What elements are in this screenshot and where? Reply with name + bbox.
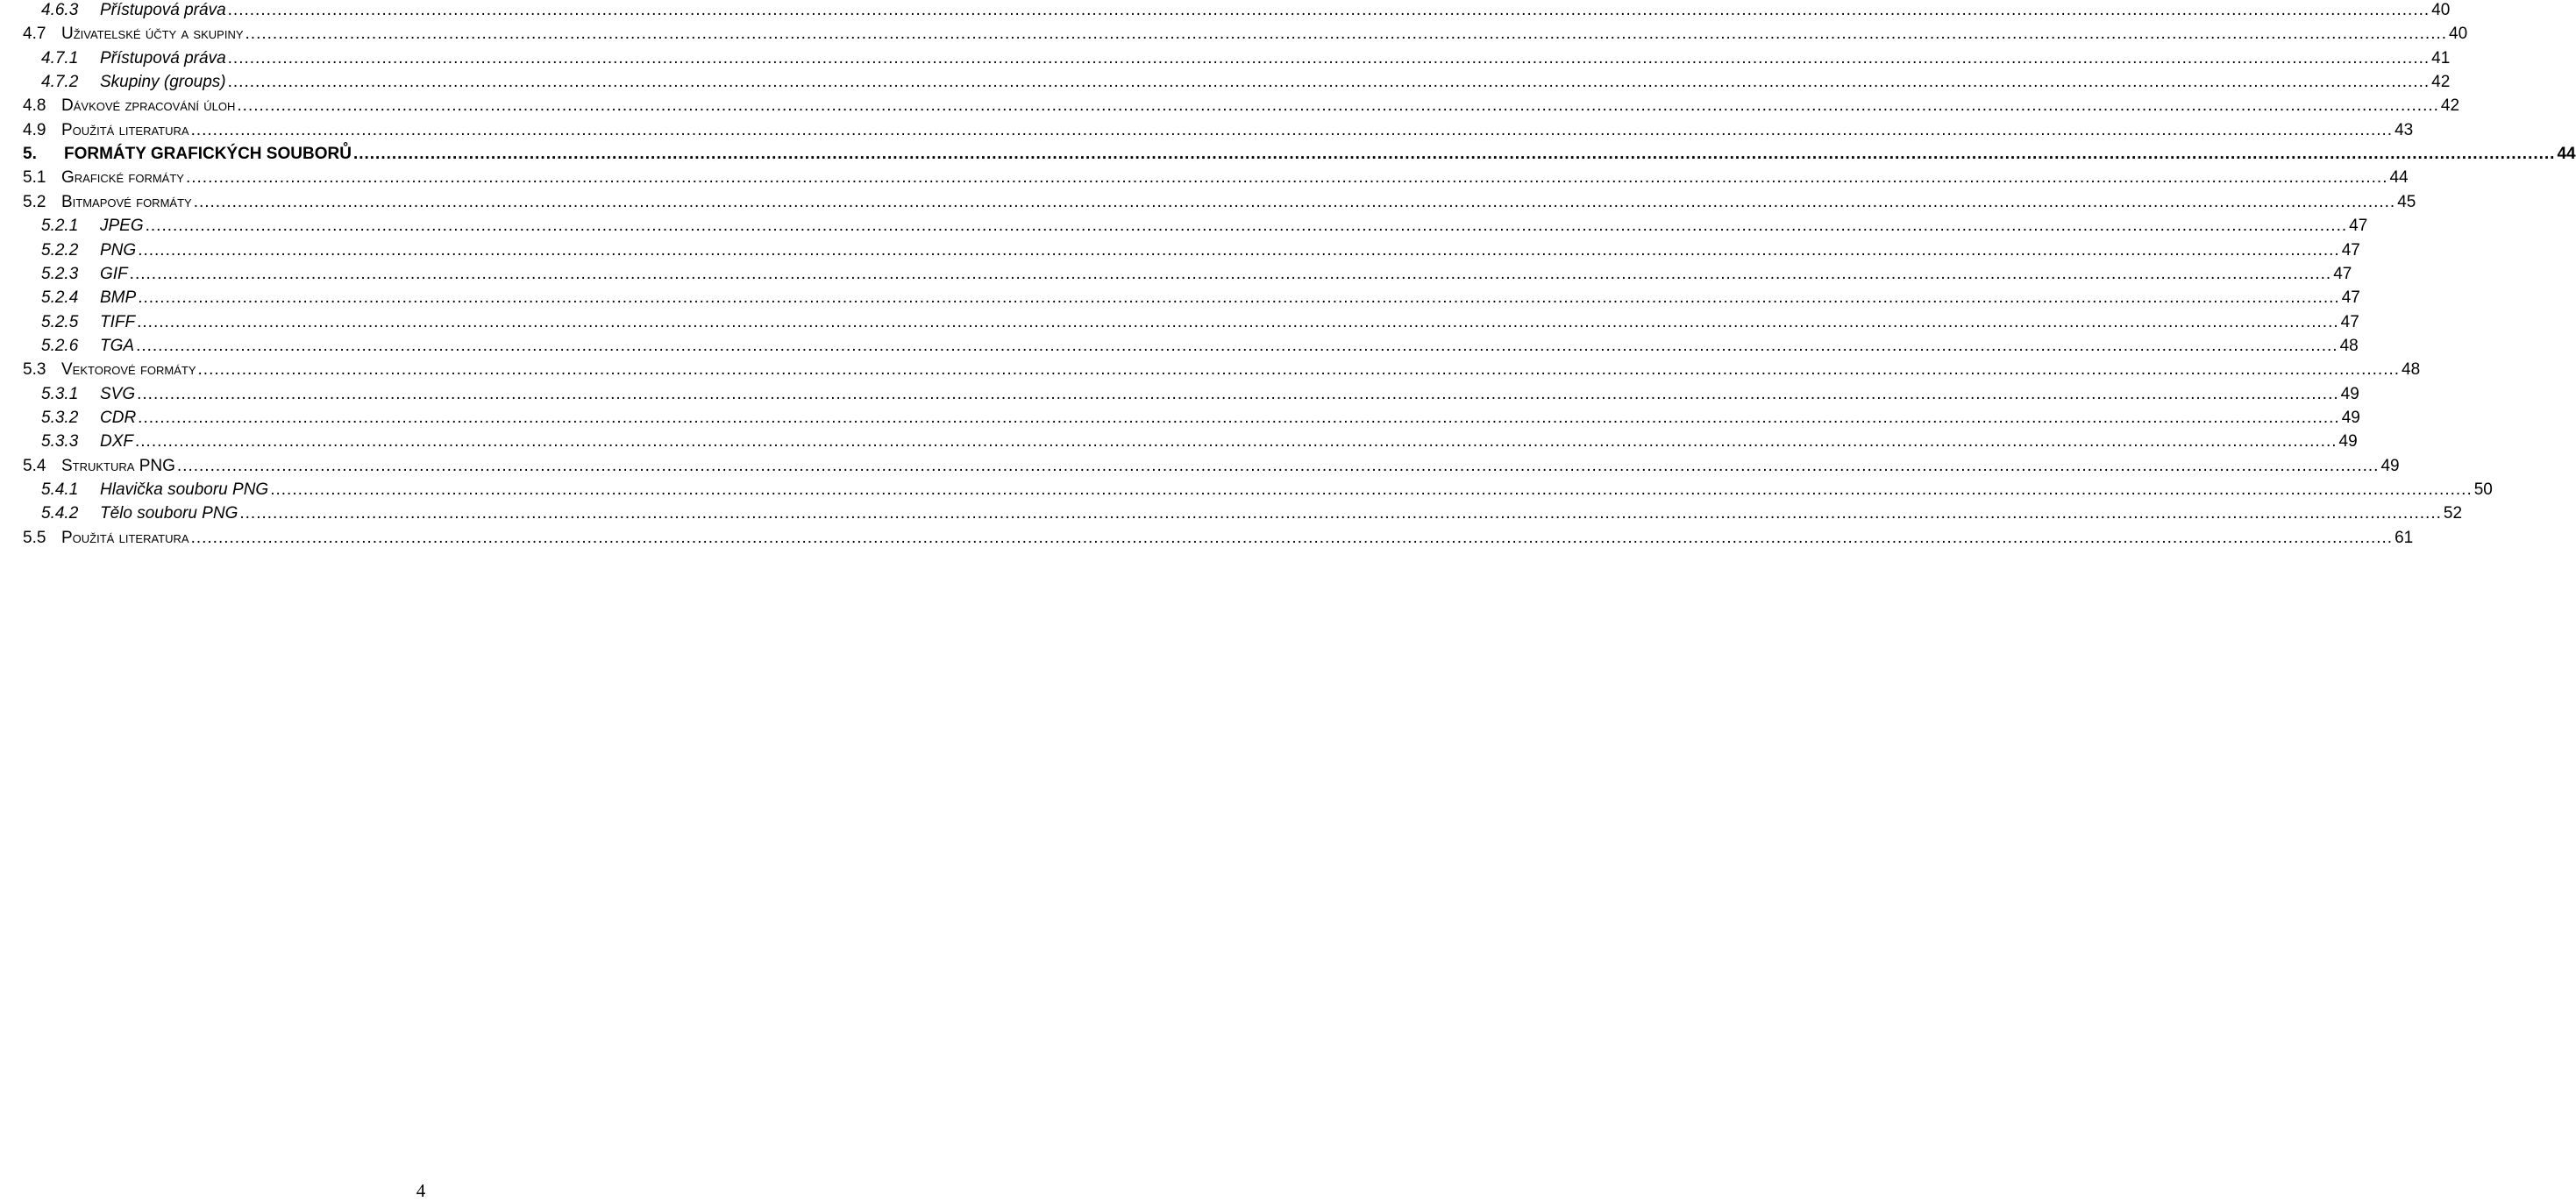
- toc-entry[interactable]: [41, 286, 2360, 309]
- toc-entry-number: 5.2.5: [41, 312, 79, 331]
- toc-entry[interactable]: [23, 94, 2460, 117]
- toc-dot-leader: ................................................................................................................................................................................................................................................................................................................................................................................................................: [197, 360, 2401, 380]
- toc-dot-leader: ................................................................................................................................................................................................................................................................................................................................................................................................................: [270, 480, 2473, 499]
- toc-entry-number: 5.2.4: [41, 288, 79, 308]
- toc-entry-page: 41: [2431, 48, 2451, 68]
- toc-entry-number: 5.5: [23, 528, 46, 547]
- toc-entry-page: 40: [2431, 1, 2451, 19]
- toc-entry[interactable]: [23, 22, 2468, 46]
- toc-dot-leader: ................................................................................................................................................................................................................................................................................................................................................................................................................: [138, 408, 2340, 427]
- toc-dot-leader: ................................................................................................................................................................................................................................................................................................................................................................................................................: [135, 432, 2338, 452]
- toc-entry-title: Tělo souboru PNG: [100, 504, 238, 523]
- toc-entry-page: 49: [2341, 408, 2360, 427]
- toc-entry-number: 5.2: [23, 192, 46, 211]
- toc-entry-number: 5.3.3: [41, 432, 79, 452]
- toc-dot-leader: ................................................................................................................................................................................................................................................................................................................................................................................................................: [176, 456, 2380, 475]
- toc-entry-number: 4.7.1: [41, 48, 79, 68]
- toc-entry-title: Uživatelské účty a skupiny: [61, 25, 244, 44]
- toc-entry-number: 5.2.1: [41, 217, 79, 236]
- toc-entry-title: JPEG: [100, 217, 144, 236]
- toc-entry-number: 4.6.3: [41, 1, 79, 19]
- toc-entry-number: 5.4.2: [41, 504, 79, 523]
- toc-dot-leader: ................................................................................................................................................................................................................................................................................................................................................................................................................: [193, 192, 2396, 211]
- toc-entry-number: 4.9: [23, 120, 46, 139]
- toc-entry-number: 5.1: [23, 168, 46, 188]
- toc-entry-page: 42: [2440, 96, 2460, 116]
- toc-dot-leader: ................................................................................................................................................................................................................................................................................................................................................................................................................: [145, 217, 2348, 236]
- toc-entry-page: 44: [2389, 168, 2409, 188]
- toc-entry[interactable]: [41, 46, 2451, 70]
- toc-dot-leader: ................................................................................................................................................................................................................................................................................................................................................................................................................: [237, 96, 2439, 116]
- toc-entry-page: 43: [2395, 120, 2414, 139]
- page-number: 4: [416, 1180, 426, 1201]
- toc-entry[interactable]: [23, 526, 2414, 550]
- toc-dot-leader: ................................................................................................................................................................................................................................................................................................................................................................................................................: [352, 145, 2556, 164]
- toc-entry-title: Přístupová práva: [100, 1, 226, 19]
- toc-entry-page: 48: [2339, 336, 2359, 355]
- toc-entry[interactable]: [23, 142, 2576, 166]
- toc-dot-leader: ................................................................................................................................................................................................................................................................................................................................................................................................................: [245, 25, 2448, 44]
- toc-entry-page: 44: [2557, 145, 2576, 164]
- toc-entry-page: 47: [2341, 288, 2360, 308]
- toc-entry[interactable]: [23, 358, 2421, 381]
- toc-entry-page: 48: [2402, 360, 2421, 380]
- toc-entry[interactable]: [41, 214, 2368, 238]
- toc-dot-leader: ................................................................................................................................................................................................................................................................................................................................................................................................................: [190, 528, 2394, 547]
- toc-entry[interactable]: [23, 118, 2414, 142]
- toc-entry[interactable]: [23, 454, 2400, 478]
- toc-entry-title: GIF: [100, 264, 128, 283]
- toc-dot-leader: ................................................................................................................................................................................................................................................................................................................................................................................................................: [185, 168, 2388, 188]
- toc-entry-title: FORMÁTY GRAFICKÝCH SOUBORŮ: [64, 145, 352, 164]
- toc-entry-title: PNG: [100, 240, 137, 260]
- toc-dot-leader: ................................................................................................................................................................................................................................................................................................................................................................................................................: [137, 384, 2339, 403]
- toc-entry-page: 50: [2473, 480, 2493, 499]
- toc-entry-title: Bitmapové formáty: [61, 192, 192, 211]
- toc-entry-title: Vektorové formáty: [61, 360, 196, 380]
- toc-entry-page: 47: [2349, 217, 2368, 236]
- toc-entry-title: Struktura PNG: [61, 456, 175, 475]
- toc-entry-title: Přístupová práva: [100, 48, 226, 68]
- toc-entry[interactable]: [41, 310, 2359, 334]
- toc-entry-title: Skupiny (groups): [100, 73, 226, 92]
- toc-entry-number: 4.8: [23, 96, 46, 116]
- toc-dot-leader: ................................................................................................................................................................................................................................................................................................................................................................................................................: [190, 120, 2394, 139]
- toc-entry[interactable]: [41, 0, 2451, 22]
- toc-entry-number: 5.4.1: [41, 480, 79, 499]
- toc-entry-title: Grafické formáty: [61, 168, 184, 188]
- toc-entry-number: 5.3: [23, 360, 46, 380]
- toc-entry-page: 45: [2397, 192, 2416, 211]
- toc-entry-page: 52: [2443, 504, 2463, 523]
- toc-entry-page: 49: [2380, 456, 2400, 475]
- toc-entry-title: Použitá literatura: [61, 528, 189, 547]
- toc-entry-number: 4.7: [23, 25, 46, 44]
- toc-dot-leader: ................................................................................................................................................................................................................................................................................................................................................................................................................: [227, 1, 2430, 19]
- toc-entry[interactable]: [41, 262, 2352, 286]
- toc-entry-title: CDR: [100, 408, 137, 427]
- toc-entry[interactable]: [41, 501, 2463, 525]
- toc-entry-page: 49: [2338, 432, 2358, 452]
- toc-entry-number: 5.3.1: [41, 384, 79, 403]
- toc-entry[interactable]: [23, 190, 2416, 214]
- toc-entry-title: DXF: [100, 432, 133, 452]
- toc-entry-number: 5.2.2: [41, 240, 79, 260]
- toc-entry-page: 47: [2341, 240, 2360, 260]
- toc-entry[interactable]: [41, 382, 2359, 406]
- toc-entry-title: Dávkové zpracování úloh: [61, 96, 236, 116]
- toc-dot-leader: ................................................................................................................................................................................................................................................................................................................................................................................................................: [137, 312, 2339, 331]
- toc-entry-title: BMP: [100, 288, 137, 308]
- toc-entry-page: 61: [2395, 528, 2414, 547]
- toc-dot-leader: ................................................................................................................................................................................................................................................................................................................................................................................................................: [227, 48, 2430, 68]
- toc-entry[interactable]: [41, 406, 2360, 430]
- toc-entry-page: 47: [2340, 312, 2359, 331]
- toc-entry[interactable]: [23, 166, 2409, 189]
- toc-dot-leader: ................................................................................................................................................................................................................................................................................................................................................................................................................: [227, 73, 2430, 92]
- toc-entry[interactable]: [41, 238, 2360, 262]
- toc-entry-title: TIFF: [100, 312, 136, 331]
- toc-dot-leader: ................................................................................................................................................................................................................................................................................................................................................................................................................: [136, 336, 2338, 355]
- toc-entry-title: SVG: [100, 384, 136, 403]
- toc-dot-leader: ................................................................................................................................................................................................................................................................................................................................................................................................................: [138, 240, 2340, 260]
- toc-entry-page: 42: [2431, 73, 2451, 92]
- toc-entry[interactable]: [41, 478, 2493, 501]
- toc-entry-page: 40: [2449, 25, 2468, 44]
- toc-entry-number: 4.7.2: [41, 73, 79, 92]
- toc-entry-page: 49: [2340, 384, 2359, 403]
- toc-entry[interactable]: [41, 334, 2359, 358]
- toc-entry-title: Použitá literatura: [61, 120, 189, 139]
- toc-entry[interactable]: [41, 70, 2451, 94]
- toc-entry-title: TGA: [100, 336, 135, 355]
- toc-entry-number: 5.2.3: [41, 264, 79, 283]
- toc-dot-leader: ................................................................................................................................................................................................................................................................................................................................................................................................................: [129, 264, 2332, 283]
- toc-entry-number: 5.3.2: [41, 408, 79, 427]
- toc-entry[interactable]: [41, 430, 2358, 453]
- toc-entry-number: 5.2.6: [41, 336, 79, 355]
- toc-entry-number: 5.4: [23, 456, 46, 475]
- toc-dot-leader: ................................................................................................................................................................................................................................................................................................................................................................................................................: [239, 504, 2442, 523]
- toc-entry-page: 47: [2333, 264, 2352, 283]
- toc-entry-title: Hlavička souboru PNG: [100, 480, 269, 499]
- toc-dot-leader: ................................................................................................................................................................................................................................................................................................................................................................................................................: [138, 288, 2340, 308]
- toc-entry-number: 5.: [23, 145, 37, 164]
